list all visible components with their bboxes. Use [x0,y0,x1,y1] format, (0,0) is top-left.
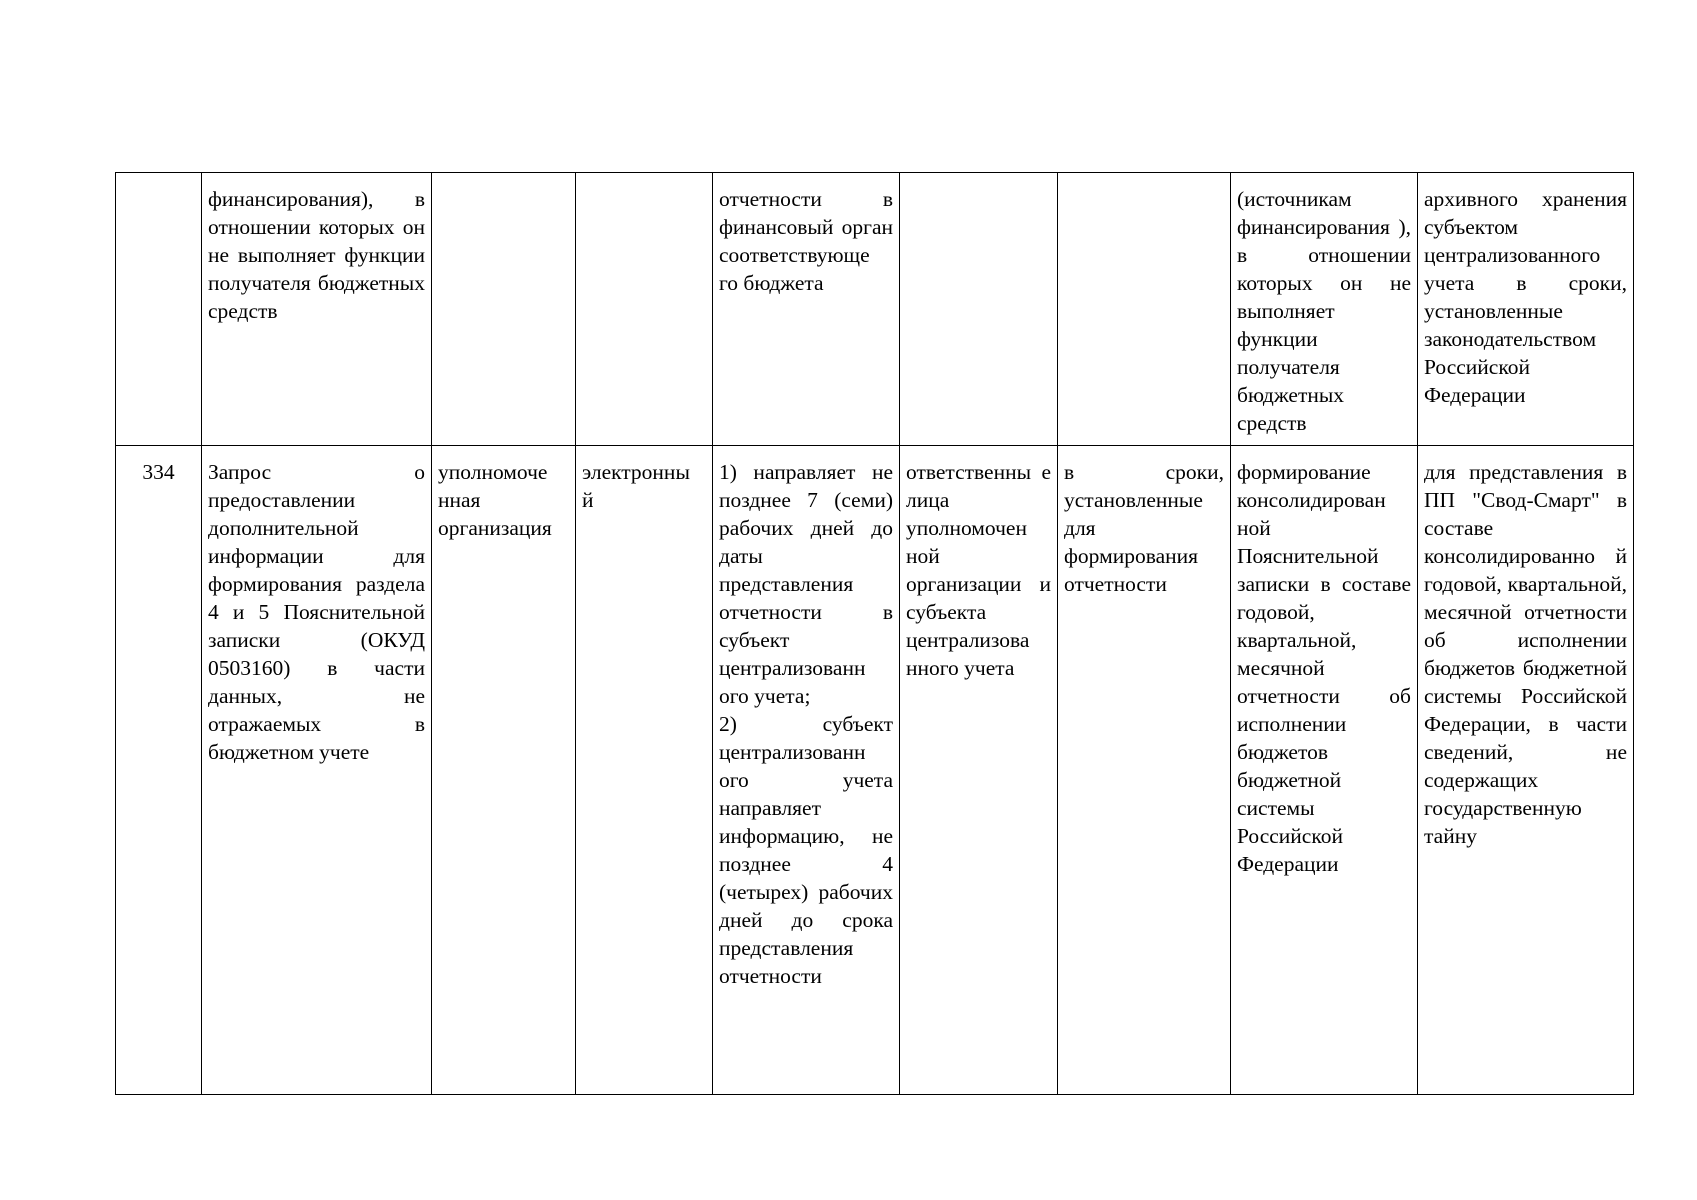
deadline-cell [1058,173,1231,446]
table-row [116,446,1634,1095]
responsible: ответственны е лица уполномочен ной организации и субъекта централизова нного учета [906,460,1051,680]
document-name-cell [202,173,432,446]
sender-cell [432,446,576,1095]
responsible-cell [900,446,1058,1095]
sender: уполномоче нная организация [438,460,552,540]
deadline: в сроки, установленные для формирования отчетности [1064,460,1224,596]
form-cell [576,446,713,1095]
storage-cell [1418,446,1634,1095]
deadline-cell [1058,446,1231,1095]
storage-cell [1418,173,1634,446]
row-number-cell [116,173,202,446]
procedure: отчетности в финансовый орган соответствующе го бюджета [719,187,893,295]
row-number: 334 [142,460,175,484]
purpose: (источникам финансирования ), в отношении которых он не выполняет функции получателя бюджетных средств [1237,187,1411,435]
document-name: финансирования), в отношении которых он не выполняет функции получателя бюджетных средств [208,187,425,323]
purpose: формирование консолидирован ной Пояснительной записки в составе годовой, квартальной, месячной отчетности об исполнении бюджетов бюджетной системы Российской Федерации [1237,460,1411,876]
procedure-cell [713,446,900,1095]
document-form: электронны й [582,460,690,512]
procedure: 1) направляет не позднее 7 (семи) рабочих дней до даты представления отчетности в субъект централизованн ого учета; 2) субъект централизованн ого учета направляет информацию, не позднее 4 (четырех) рабочих дней до срока представления отчетности [719,460,893,988]
purpose-cell [1231,446,1418,1095]
table-row [116,173,1634,446]
document-table [115,172,1634,1095]
purpose-cell [1231,173,1418,446]
storage: архивного хранения субъектом централизованного учета в сроки, установленные законодательством Российской Федерации [1424,187,1627,407]
form-cell [576,173,713,446]
procedure-cell [713,173,900,446]
document-name-cell [202,446,432,1095]
responsible-cell [900,173,1058,446]
storage: для представления в ПП "Свод-Смарт" в составе консолидированно й годовой, квартальной, месячной отчетности об исполнении бюджетов бюджетной системы Российской Федерации, в части сведений, не содержащих государственную тайну [1424,460,1627,848]
row-number-cell [116,446,202,1095]
sender-cell [432,173,576,446]
document-name: Запрос о предоставлении дополнительной информации для формирования раздела 4 и 5 Пояснительной записки (ОКУД 0503160) в части данных, не отражаемых в бюджетном учете [208,460,425,764]
